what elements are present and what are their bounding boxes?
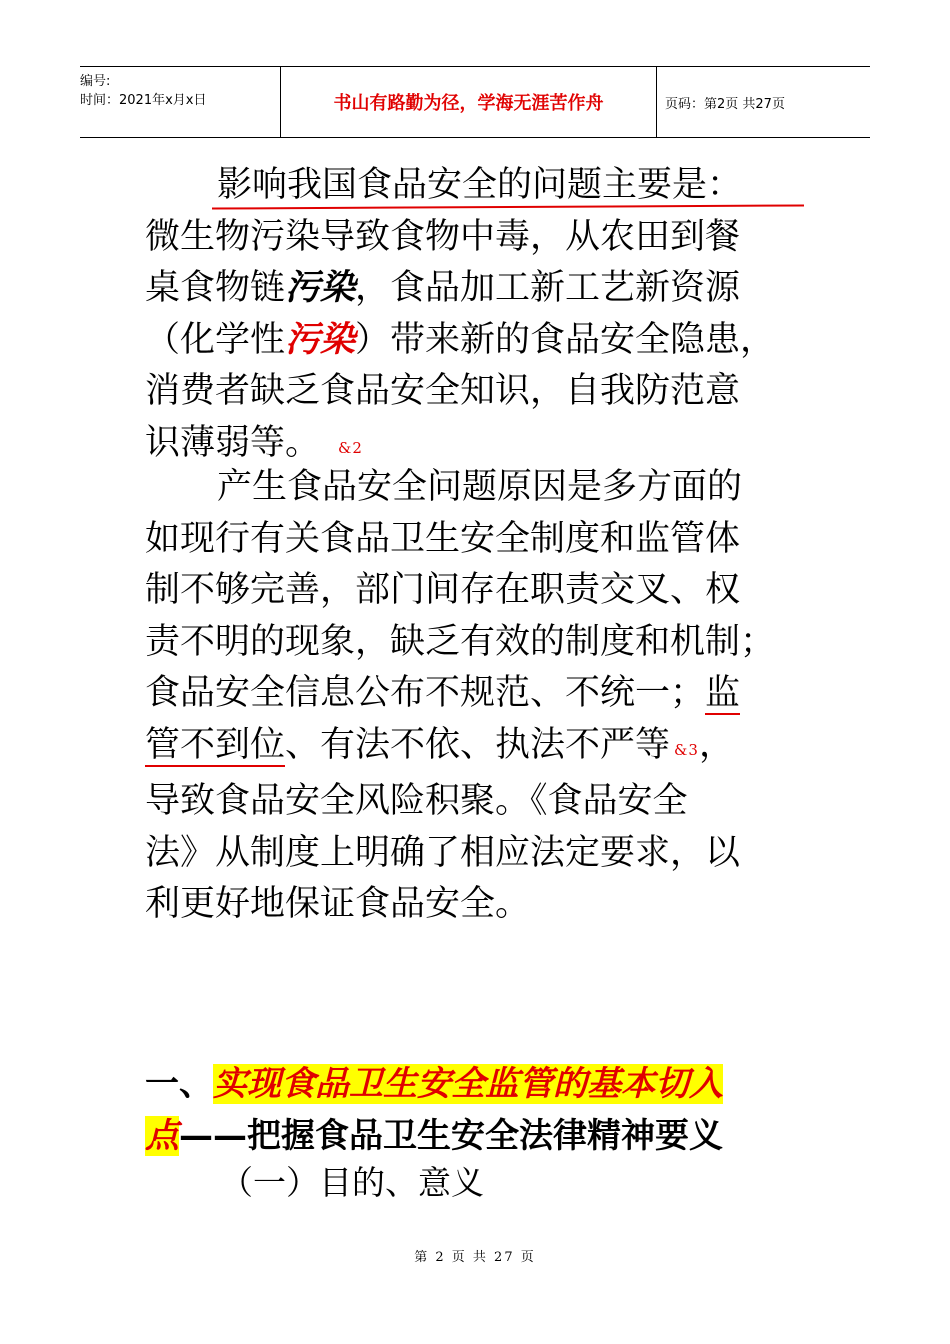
para1-line-1: 影响我国食品安全的问题主要是： — [217, 165, 743, 205]
para2-line-4: 责不明的现象，缺乏有效的制度和机制； — [145, 621, 776, 662]
highlighted-heading: 点 — [145, 1116, 179, 1156]
para2-line-7: 导致食品安全风险积聚。《食品安全 — [145, 781, 688, 821]
underlined-text: 管不到位 — [145, 724, 286, 765]
handwritten-annotation-red: 污染 — [285, 319, 356, 360]
header-motto: 书山有路勤为径，学海无涯苦作舟 — [280, 67, 657, 137]
para2-line-5: 食品安全信息公布不规范、不统一；监 — [145, 673, 741, 713]
para1-line-3: 桌食物链污染，食品加工新工艺新资源 — [145, 268, 741, 308]
para1-line-6: 识薄弱等。 &2 — [145, 422, 363, 463]
header-page-info: 页码：第2页 共27页 — [665, 96, 785, 112]
para1-line-5: 消费者缺乏食品安全知识，自我防范意 — [145, 371, 741, 411]
highlighted-heading: 实现食品卫生安全监管的基本切入 — [213, 1064, 723, 1104]
para1-line-2: 微生物污染导致食物中毒，从农田到餐 — [145, 216, 741, 257]
para2-line-3: 制不够完善，部门间存在职责交叉、权 — [145, 570, 741, 610]
number-label: 编号: — [80, 74, 111, 89]
reference-mark: &2 — [338, 438, 363, 457]
para2-line-1: 产生食品安全问题原因是多方面的 — [217, 467, 743, 507]
para1-line-4: （化学性污染）带来新的食品安全隐患， — [145, 319, 776, 360]
para2-line-2: 如现行有关食品卫生安全制度和监管体 — [145, 518, 741, 559]
underlined-text: 监 — [705, 673, 741, 713]
heading-rest: ——把握食品卫生安全法律精神要义 — [179, 1116, 723, 1156]
header-meta — [80, 67, 280, 137]
header-table — [80, 66, 870, 138]
subheading: （一）目的、意义 — [220, 1163, 484, 1202]
section-heading — [145, 1058, 835, 1162]
para2-line-6: 管不到位、有法不依、执法不严等 &3， — [145, 724, 734, 765]
page-footer: 第 2 页 共 27 页 — [414, 1250, 536, 1265]
handwritten-annotation: 污染 — [285, 268, 356, 308]
paragraph-1 — [145, 160, 825, 474]
heading-prefix: 一、 — [145, 1064, 213, 1104]
paragraph-2 — [145, 462, 825, 931]
para2-line-8: 法》从制度上明确了相应法定要求，以 — [145, 832, 741, 873]
time-label: 时间：2021年x月x日 — [80, 93, 207, 108]
para2-line-9: 利更好地保证食品安全。 — [145, 884, 531, 924]
reference-mark: &3 — [674, 740, 699, 759]
